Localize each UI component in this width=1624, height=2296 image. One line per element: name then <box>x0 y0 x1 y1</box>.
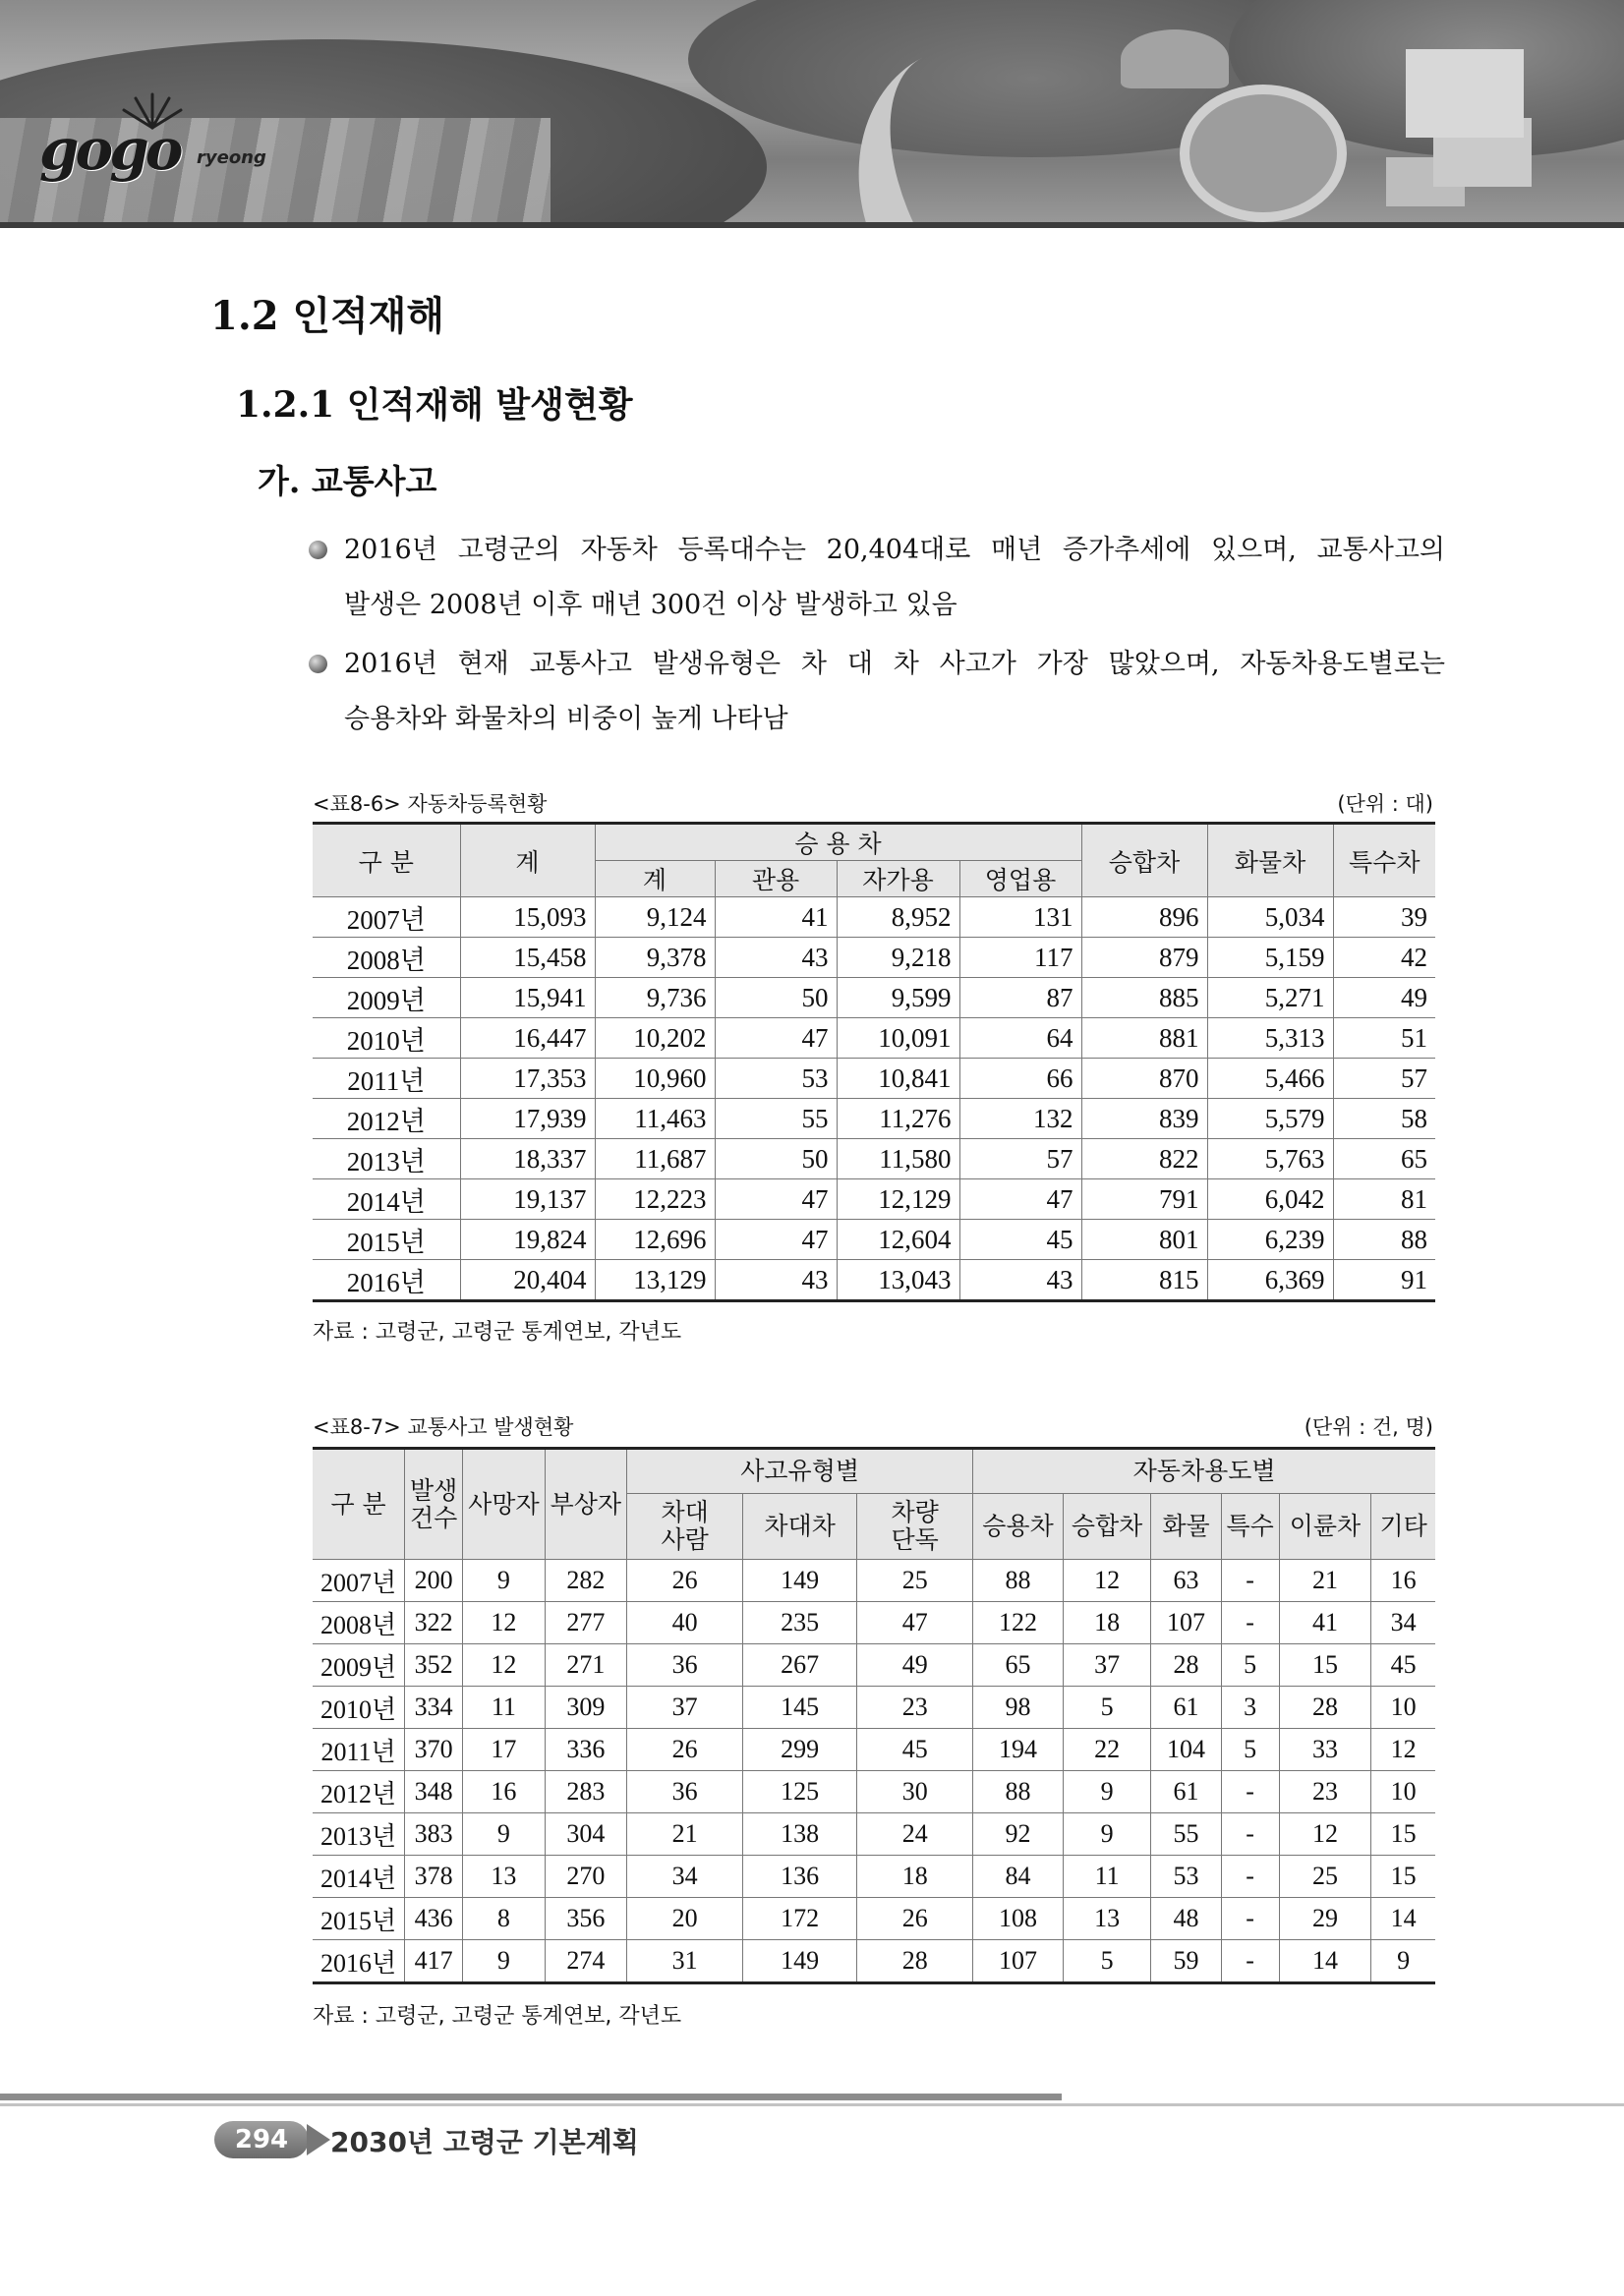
table-cell: 20,404 <box>460 1260 595 1301</box>
table-cell: 16 <box>1371 1560 1435 1602</box>
table-cell: 41 <box>715 897 837 938</box>
subsection-heading: 1.2.1 인적재해 발생현황 <box>236 384 633 426</box>
table-cell: 9,378 <box>595 938 715 978</box>
col-header: 화물차 <box>1207 824 1333 897</box>
col-header: 발생 건수 <box>405 1449 463 1560</box>
table-cell: 5,466 <box>1207 1059 1333 1099</box>
row-year-cell: 2014년 <box>313 1856 405 1898</box>
table-cell: 200 <box>405 1560 463 1602</box>
table-cell: 39 <box>1333 897 1435 938</box>
col-header: 구 분 <box>313 1449 405 1560</box>
table-cell: 49 <box>1333 978 1435 1018</box>
banner-buildings <box>1406 49 1524 138</box>
table-cell: 9 <box>463 1560 545 1602</box>
table-cell: 11 <box>1063 1856 1151 1898</box>
table-cell: 14 <box>1371 1898 1435 1940</box>
table-row <box>313 1560 1435 1602</box>
col-header: 특수차 <box>1333 824 1435 897</box>
row-year-cell: 2010년 <box>313 1018 460 1059</box>
table-cell: 5 <box>1221 1729 1279 1771</box>
table-source: 자료 : 고령군, 고령군 통계연보, 각년도 <box>313 1320 682 1345</box>
table-cell: 15 <box>1279 1644 1371 1687</box>
table-cell: 11 <box>463 1687 545 1729</box>
table-row <box>313 1687 1435 1729</box>
table-cell: 28 <box>1151 1644 1221 1687</box>
table-cell: 48 <box>1151 1898 1221 1940</box>
table-cell: 6,042 <box>1207 1179 1333 1220</box>
table-cell: 19,137 <box>460 1179 595 1220</box>
table-cell: - <box>1221 1856 1279 1898</box>
table-cell: 15,093 <box>460 897 595 938</box>
table-row <box>313 1059 1435 1099</box>
table-cell: 13 <box>463 1856 545 1898</box>
table-cell: 9 <box>1371 1940 1435 1983</box>
table-cell: 63 <box>1151 1560 1221 1602</box>
table-cell: 417 <box>405 1940 463 1983</box>
table-cell: 267 <box>743 1644 857 1687</box>
table-cell: 43 <box>715 938 837 978</box>
row-year-cell: 2009년 <box>313 978 460 1018</box>
bullet-icon <box>309 541 327 559</box>
table-cell: 370 <box>405 1729 463 1771</box>
table-cell: 277 <box>545 1602 626 1644</box>
page-number: 294 <box>214 2121 309 2158</box>
table-cell: 304 <box>545 1813 626 1856</box>
table-cell: 5,034 <box>1207 897 1333 938</box>
table-cell: 14 <box>1279 1940 1371 1983</box>
table-cell: 12 <box>1371 1729 1435 1771</box>
col-header: 자가용 <box>837 861 959 897</box>
table-cell: 136 <box>743 1856 857 1898</box>
table-cell: 33 <box>1279 1729 1371 1771</box>
table-row <box>313 1260 1435 1301</box>
table-cell: 17,939 <box>460 1099 595 1139</box>
table-cell: 24 <box>857 1813 973 1856</box>
table-row <box>313 1813 1435 1856</box>
table-cell: 12,604 <box>837 1220 959 1260</box>
table-cell: 10,091 <box>837 1018 959 1059</box>
col-header: 승용차 <box>973 1494 1064 1560</box>
table-cell: 59 <box>1151 1940 1221 1983</box>
table-cell: 334 <box>405 1687 463 1729</box>
row-year-cell: 2009년 <box>313 1644 405 1687</box>
table-cell: - <box>1221 1602 1279 1644</box>
col-header: 구 분 <box>313 824 460 897</box>
table-cell: 194 <box>973 1729 1064 1771</box>
col-header: 사망자 <box>463 1449 545 1560</box>
table-cell: 282 <box>545 1560 626 1602</box>
logo-text: gogo <box>39 116 180 183</box>
table-row <box>313 1018 1435 1059</box>
table-cell: 12 <box>463 1644 545 1687</box>
table-row <box>313 1602 1435 1644</box>
col-header: 관용 <box>715 861 837 897</box>
table-cell: 53 <box>1151 1856 1221 1898</box>
table-cell: 47 <box>715 1179 837 1220</box>
table-unit: (단위 : 대) <box>1337 792 1433 816</box>
table-cell: 20 <box>627 1898 743 1940</box>
col-header: 특수 <box>1221 1494 1279 1560</box>
table-cell: 352 <box>405 1644 463 1687</box>
table-cell: 21 <box>1279 1560 1371 1602</box>
table-cell: 84 <box>973 1856 1064 1898</box>
table-cell: 91 <box>1333 1260 1435 1301</box>
table-cell: 348 <box>405 1771 463 1813</box>
table-cell: 34 <box>1371 1602 1435 1644</box>
table-cell: 839 <box>1081 1099 1207 1139</box>
table-cell: 107 <box>973 1940 1064 1983</box>
col-header: 기타 <box>1371 1494 1435 1560</box>
table-cell: 23 <box>1279 1771 1371 1813</box>
table-cell: 23 <box>857 1687 973 1729</box>
table-cell: 383 <box>405 1813 463 1856</box>
row-year-cell: 2007년 <box>313 1560 405 1602</box>
table-cell: 8 <box>463 1898 545 1940</box>
table-cell: 149 <box>743 1560 857 1602</box>
table-cell: 10,841 <box>837 1059 959 1099</box>
table-cell: 125 <box>743 1771 857 1813</box>
table-cell: 22 <box>1063 1729 1151 1771</box>
table-cell: 117 <box>959 938 1081 978</box>
table-cell: 5,579 <box>1207 1099 1333 1139</box>
table-cell: 45 <box>857 1729 973 1771</box>
bullet-icon <box>309 655 327 673</box>
table-cell: 15 <box>1371 1856 1435 1898</box>
row-year-cell: 2008년 <box>313 1602 405 1644</box>
col-header: 계 <box>595 861 715 897</box>
table-cell: 11,463 <box>595 1099 715 1139</box>
table-cell: 37 <box>1063 1644 1151 1687</box>
section-heading: 1.2 인적재해 <box>210 293 445 339</box>
table-cell: 36 <box>627 1771 743 1813</box>
table-cell: 66 <box>959 1059 1081 1099</box>
table-cell: 13 <box>1063 1898 1151 1940</box>
table-cell: 10 <box>1371 1771 1435 1813</box>
table-cell: 26 <box>627 1560 743 1602</box>
col-header-group: 승 용 차 <box>595 824 1081 861</box>
row-year-cell: 2008년 <box>313 938 460 978</box>
row-year-cell: 2015년 <box>313 1898 405 1940</box>
table-cell: 815 <box>1081 1260 1207 1301</box>
table-cell: 271 <box>545 1644 626 1687</box>
table-cell: 138 <box>743 1813 857 1856</box>
table-cell: 65 <box>973 1644 1064 1687</box>
col-header: 계 <box>460 824 595 897</box>
table-cell: 10 <box>1371 1687 1435 1729</box>
table-cell: 309 <box>545 1687 626 1729</box>
table-cell: 378 <box>405 1856 463 1898</box>
table-cell: 16,447 <box>460 1018 595 1059</box>
table-cell: 235 <box>743 1602 857 1644</box>
table-cell: 5,271 <box>1207 978 1333 1018</box>
table-cell: 436 <box>405 1898 463 1940</box>
table-cell: 336 <box>545 1729 626 1771</box>
table-cell: 47 <box>715 1220 837 1260</box>
table-cell: 40 <box>627 1602 743 1644</box>
bullet-paragraph <box>309 637 1445 747</box>
table-cell: 12,696 <box>595 1220 715 1260</box>
table-cell: 107 <box>1151 1602 1221 1644</box>
table-cell: 18 <box>1063 1602 1151 1644</box>
table-cell: 45 <box>1371 1644 1435 1687</box>
table-cell: 42 <box>1333 938 1435 978</box>
table-row <box>313 1729 1435 1771</box>
table-cell: 131 <box>959 897 1081 938</box>
col-header: 차량 단독 <box>857 1494 973 1560</box>
table-cell: 6,239 <box>1207 1220 1333 1260</box>
table-cell: 15,941 <box>460 978 595 1018</box>
col-header: 승합차 <box>1081 824 1207 897</box>
row-year-cell: 2014년 <box>313 1179 460 1220</box>
table-cell: 9 <box>1063 1771 1151 1813</box>
row-year-cell: 2015년 <box>313 1220 460 1260</box>
table-cell: 28 <box>1279 1687 1371 1729</box>
table-cell: 5 <box>1063 1940 1151 1983</box>
col-header: 부상자 <box>545 1449 626 1560</box>
traffic-accident-table <box>313 1447 1435 1984</box>
table-cell: 30 <box>857 1771 973 1813</box>
table-cell: 26 <box>627 1729 743 1771</box>
table-cell: 34 <box>627 1856 743 1898</box>
table-row <box>313 1139 1435 1179</box>
table-cell: 58 <box>1333 1099 1435 1139</box>
row-year-cell: 2016년 <box>313 1940 405 1983</box>
table-row <box>313 978 1435 1018</box>
table-cell: 870 <box>1081 1059 1207 1099</box>
table-cell: 87 <box>959 978 1081 1018</box>
row-year-cell: 2011년 <box>313 1059 460 1099</box>
table-cell: 299 <box>743 1729 857 1771</box>
table-cell: 9 <box>463 1813 545 1856</box>
table-cell: 53 <box>715 1059 837 1099</box>
table-cell: 57 <box>1333 1059 1435 1099</box>
table-cell: 13,129 <box>595 1260 715 1301</box>
bullet-line: 승용차와 화물차의 비중이 높게 나타남 <box>344 704 788 734</box>
table-cell: 19,824 <box>460 1220 595 1260</box>
table-cell: 12 <box>1063 1560 1151 1602</box>
table-cell: 5,313 <box>1207 1018 1333 1059</box>
col-header: 화물 <box>1151 1494 1221 1560</box>
table-row <box>313 1644 1435 1687</box>
table-cell: 55 <box>715 1099 837 1139</box>
table-cell: 172 <box>743 1898 857 1940</box>
table-cell: 283 <box>545 1771 626 1813</box>
table-cell: 9 <box>1063 1813 1151 1856</box>
table-cell: 11,580 <box>837 1139 959 1179</box>
bullet-line: 발생은 2008년 이후 매년 300건 이상 발생하고 있음 <box>344 590 957 620</box>
table-cell: 41 <box>1279 1602 1371 1644</box>
logo-subtext: ryeong <box>197 147 266 168</box>
table-row <box>313 1771 1435 1813</box>
table-cell: 18,337 <box>460 1139 595 1179</box>
table-row <box>313 938 1435 978</box>
table-cell: 270 <box>545 1856 626 1898</box>
table-cell: 25 <box>857 1560 973 1602</box>
table-caption: <표8-6> 자동차등록현황 <box>313 792 548 816</box>
bullet-line: 2016년 현재 교통사고 발생유형은 차 대 차 사고가 가장 많았으며, 자동차용도별로는 <box>344 649 1445 679</box>
table-cell: 9,599 <box>837 978 959 1018</box>
row-year-cell: 2012년 <box>313 1771 405 1813</box>
table-cell: 88 <box>973 1560 1064 1602</box>
table-unit: (단위 : 건, 명) <box>1304 1415 1433 1439</box>
table-cell: 356 <box>545 1898 626 1940</box>
table-cell: 50 <box>715 978 837 1018</box>
table-caption: <표8-7> 교통사고 발생현황 <box>313 1415 574 1439</box>
table-cell: 28 <box>857 1940 973 1983</box>
row-year-cell: 2012년 <box>313 1099 460 1139</box>
table-cell: 11,276 <box>837 1099 959 1139</box>
table-cell: 15 <box>1371 1813 1435 1856</box>
banner-tomb-mound <box>1121 29 1229 88</box>
table-cell: 8,952 <box>837 897 959 938</box>
table-cell: 17,353 <box>460 1059 595 1099</box>
row-year-cell: 2013년 <box>313 1139 460 1179</box>
table-cell: 132 <box>959 1099 1081 1139</box>
table-cell: 61 <box>1151 1687 1221 1729</box>
table-cell: 108 <box>973 1898 1064 1940</box>
row-year-cell: 2016년 <box>313 1260 460 1301</box>
footer-rule <box>0 2103 1624 2106</box>
vehicle-registration-table <box>313 822 1435 1302</box>
table-cell: 9,124 <box>595 897 715 938</box>
table-cell: 29 <box>1279 1898 1371 1940</box>
table-cell: 881 <box>1081 1018 1207 1059</box>
table-cell: 145 <box>743 1687 857 1729</box>
table-cell: 6,369 <box>1207 1260 1333 1301</box>
table-cell: 92 <box>973 1813 1064 1856</box>
table-row <box>313 1179 1435 1220</box>
table-cell: 45 <box>959 1220 1081 1260</box>
banner-bottom-rule <box>0 222 1624 228</box>
table-cell: 10,960 <box>595 1059 715 1099</box>
table-cell: 791 <box>1081 1179 1207 1220</box>
table-cell: 17 <box>463 1729 545 1771</box>
table-cell: 26 <box>857 1898 973 1940</box>
table-cell: 9,736 <box>595 978 715 1018</box>
goryeong-logo <box>39 88 275 187</box>
bullet-line: 2016년 고령군의 자동차 등록대수는 20,404대로 매년 증가추세에 있으며, 교통사고의 <box>344 535 1445 565</box>
row-year-cell: 2013년 <box>313 1813 405 1856</box>
row-year-cell: 2010년 <box>313 1687 405 1729</box>
table-row <box>313 897 1435 938</box>
table-cell: 47 <box>715 1018 837 1059</box>
table-cell: 64 <box>959 1018 1081 1059</box>
table-row <box>313 1099 1435 1139</box>
table-cell: 5 <box>1063 1687 1151 1729</box>
table-cell: 51 <box>1333 1018 1435 1059</box>
banner-roundabout <box>1180 85 1347 222</box>
table-cell: 122 <box>973 1602 1064 1644</box>
table-cell: 88 <box>1333 1220 1435 1260</box>
table-cell: 31 <box>627 1940 743 1983</box>
table-cell: 55 <box>1151 1813 1221 1856</box>
table-cell: 25 <box>1279 1856 1371 1898</box>
table-cell: 47 <box>857 1602 973 1644</box>
table-cell: 274 <box>545 1940 626 1983</box>
table-cell: 9 <box>463 1940 545 1983</box>
table-cell: - <box>1221 1560 1279 1602</box>
table-cell: 36 <box>627 1644 743 1687</box>
table-row <box>313 1220 1435 1260</box>
col-header: 영업용 <box>959 861 1081 897</box>
table-cell: 47 <box>959 1179 1081 1220</box>
table-cell: 10,202 <box>595 1018 715 1059</box>
table-cell: 3 <box>1221 1687 1279 1729</box>
col-header: 차대차 <box>743 1494 857 1560</box>
table-cell: 12 <box>463 1602 545 1644</box>
table-cell: 61 <box>1151 1771 1221 1813</box>
table-cell: - <box>1221 1813 1279 1856</box>
table-cell: 98 <box>973 1687 1064 1729</box>
table-cell: 50 <box>715 1139 837 1179</box>
table-cell: 11,687 <box>595 1139 715 1179</box>
table-cell: 16 <box>463 1771 545 1813</box>
item-heading: 가. 교통사고 <box>258 462 437 500</box>
table-cell: 9,218 <box>837 938 959 978</box>
table-cell: 5,763 <box>1207 1139 1333 1179</box>
table-cell: 21 <box>627 1813 743 1856</box>
table-cell: 18 <box>857 1856 973 1898</box>
table-cell: 43 <box>959 1260 1081 1301</box>
bullet-paragraph <box>309 523 1445 633</box>
col-header-group: 사고유형별 <box>627 1449 973 1494</box>
table-row <box>313 1898 1435 1940</box>
table-cell: 801 <box>1081 1220 1207 1260</box>
table-source: 자료 : 고령군, 고령군 통계연보, 각년도 <box>313 2004 682 2029</box>
table-cell: 104 <box>1151 1729 1221 1771</box>
table-cell: - <box>1221 1940 1279 1983</box>
footer-title: 2030년 고령군 기본계획 <box>330 2126 639 2158</box>
table-cell: 12 <box>1279 1813 1371 1856</box>
col-header-group: 자동차용도별 <box>973 1449 1435 1494</box>
table-cell: 49 <box>857 1644 973 1687</box>
row-year-cell: 2011년 <box>313 1729 405 1771</box>
table-cell: 13,043 <box>837 1260 959 1301</box>
col-header: 이륜차 <box>1279 1494 1371 1560</box>
table-cell: - <box>1221 1771 1279 1813</box>
table-cell: 322 <box>405 1602 463 1644</box>
table-cell: 885 <box>1081 978 1207 1018</box>
table-cell: 12,129 <box>837 1179 959 1220</box>
table-cell: 88 <box>973 1771 1064 1813</box>
table-cell: 12,223 <box>595 1179 715 1220</box>
table-cell: 896 <box>1081 897 1207 938</box>
row-year-cell: 2007년 <box>313 897 460 938</box>
table-row <box>313 1940 1435 1983</box>
table-cell: 81 <box>1333 1179 1435 1220</box>
table-cell: 43 <box>715 1260 837 1301</box>
table-cell: 65 <box>1333 1139 1435 1179</box>
col-header: 승합차 <box>1063 1494 1151 1560</box>
table-cell: - <box>1221 1898 1279 1940</box>
table-cell: 15,458 <box>460 938 595 978</box>
table-cell: 37 <box>627 1687 743 1729</box>
table-cell: 57 <box>959 1139 1081 1179</box>
table-cell: 5,159 <box>1207 938 1333 978</box>
table-cell: 149 <box>743 1940 857 1983</box>
table-cell: 879 <box>1081 938 1207 978</box>
table-cell: 5 <box>1221 1644 1279 1687</box>
table-cell: 822 <box>1081 1139 1207 1179</box>
footer-rule <box>0 2094 1062 2100</box>
table-row <box>313 1856 1435 1898</box>
col-header: 차대 사람 <box>627 1494 743 1560</box>
